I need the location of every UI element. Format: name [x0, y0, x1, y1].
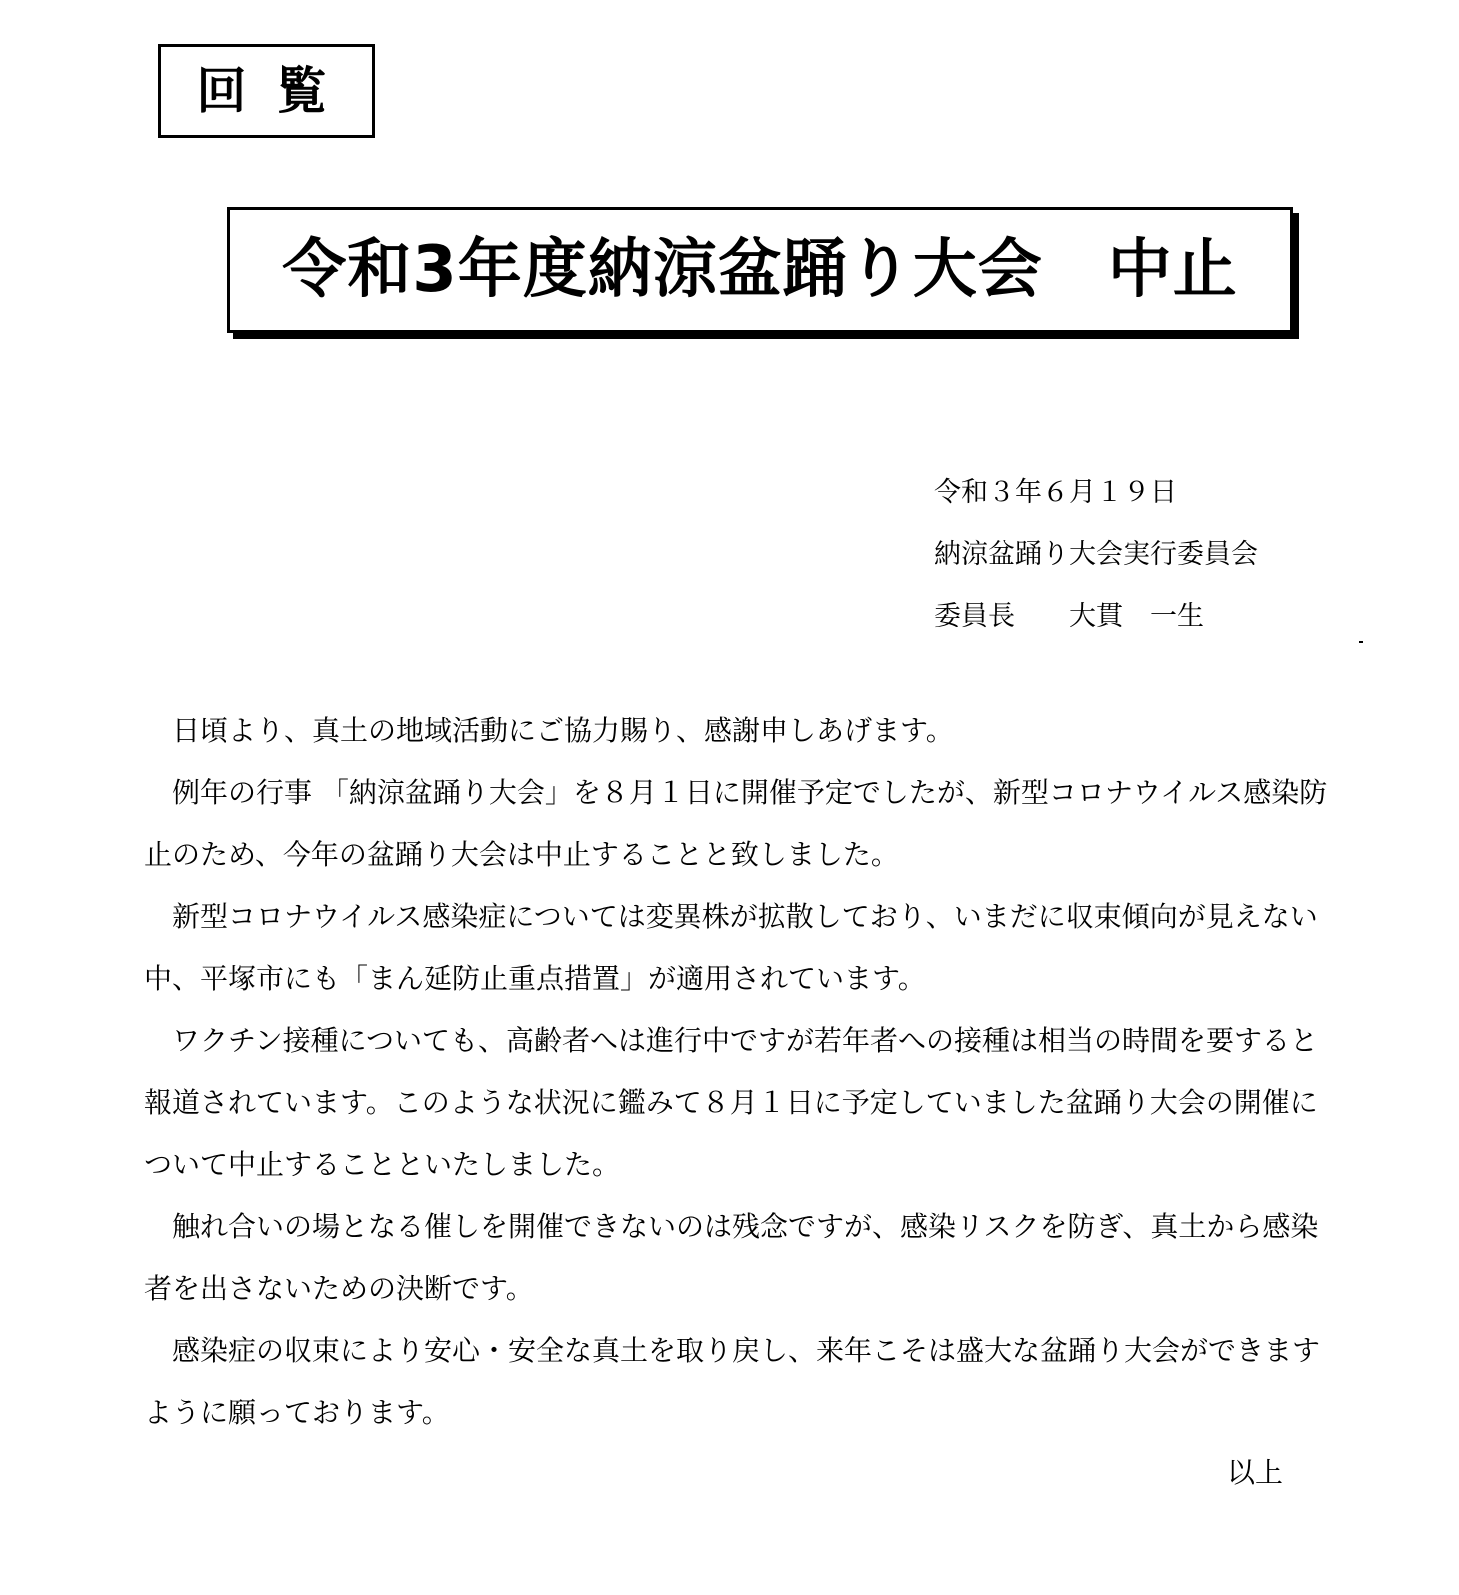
paragraph-hope: 感染症の収束により安心・安全な真土を取り戻し、来年こそは盛大な盆踊り大会ができますように願っております。	[144, 1334, 1321, 1429]
closing-remark: 以上	[1227, 1456, 1284, 1489]
paragraph-vaccination: ワクチン接種についても、高齢者へは進行中ですが若年者への接種は相当の時間を要すると報道されています。このような状況に鑑みて８月１日に予定していました盆踊り大会の開催について中止することといたしました。	[144, 1024, 1319, 1181]
issue-date: 令和３年６月１９日	[934, 477, 1177, 508]
sender-block	[934, 462, 1258, 648]
document-title: 令和3年度納涼盆踊り大会 中止	[282, 233, 1238, 307]
circulation-label: 回覧	[196, 62, 357, 120]
paragraph-covid-situation: 新型コロナウイルス感染症については変異株が拡散しており、いまだに収束傾向が見えない中、平塚市にも「まん延防止重点措置」が適用されています。	[144, 900, 1318, 995]
stray-mark	[1359, 641, 1363, 643]
issuing-organization: 納涼盆踊り大会実行委員会	[934, 539, 1258, 570]
paragraph-greeting: 日頃より、真土の地域活動にご協力賜り、感謝申しあげます。	[172, 714, 954, 747]
paragraph-decision: 触れ合いの場となる催しを開催できないのは残念ですが、感染リスクを防ぎ、真土から感染者を出さないための決断です。	[144, 1210, 1319, 1305]
body-text	[144, 700, 1344, 1444]
title-box	[227, 207, 1293, 333]
paragraph-cancellation: 例年の行事 「納涼盆踊り大会」を８月１日に開催予定でしたが、新型コロナウイルス感染防止のため、今年の盆踊り大会は中止することと致しました。	[144, 776, 1328, 871]
committee-chair: 委員長 大貫 一生	[934, 601, 1204, 632]
circulation-label-box	[158, 44, 375, 138]
